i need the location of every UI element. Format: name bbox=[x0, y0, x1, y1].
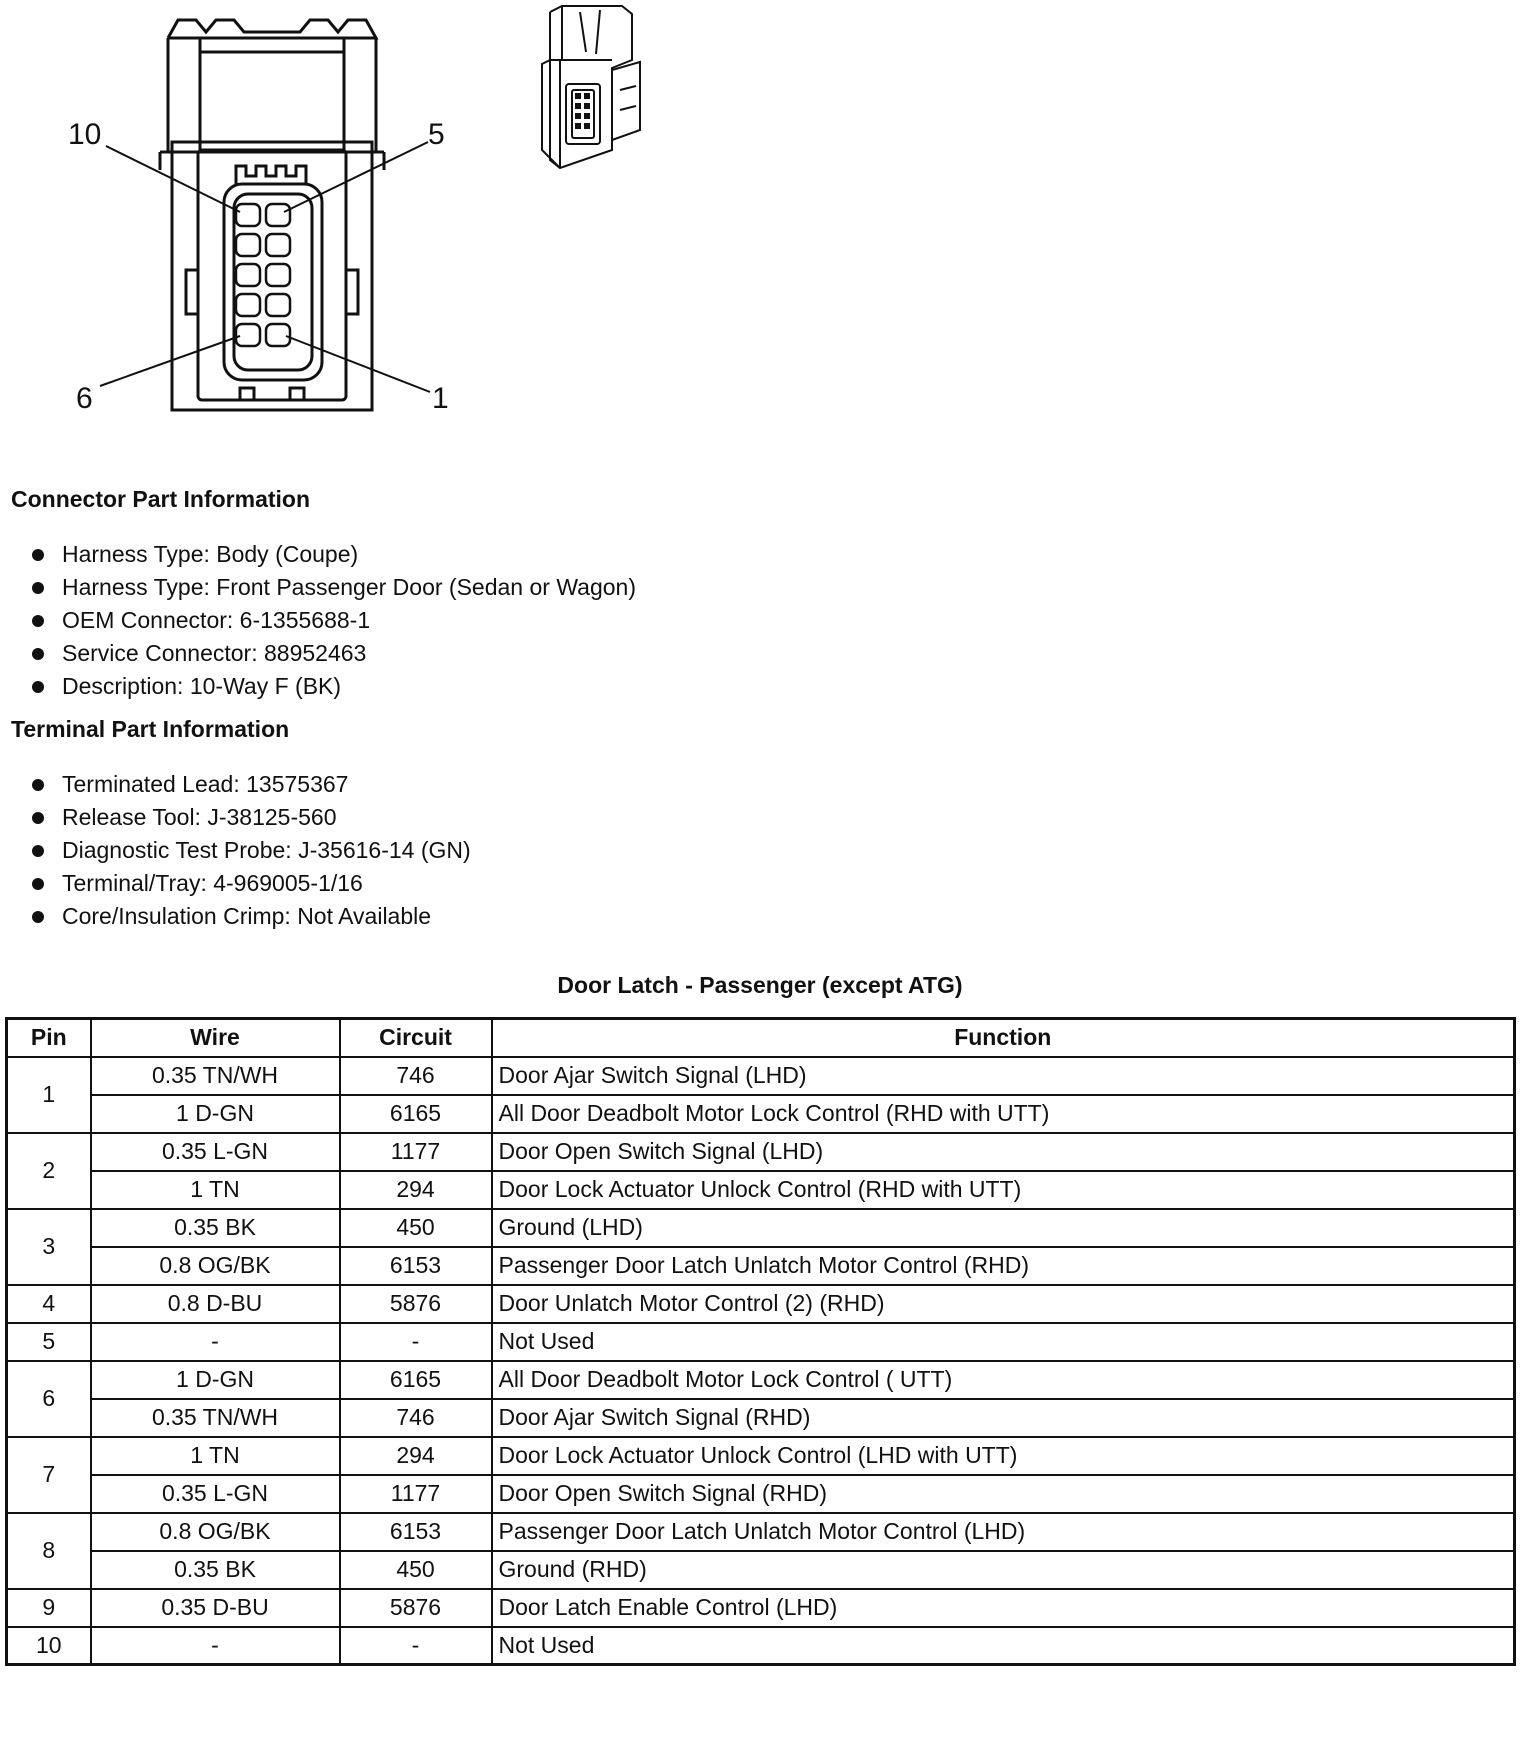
table-row bbox=[7, 1437, 1515, 1475]
bullet-icon bbox=[32, 681, 44, 693]
list-item-text: Terminated Lead: 13575367 bbox=[62, 771, 349, 797]
function-cell: Door Open Switch Signal (LHD) bbox=[492, 1133, 1515, 1171]
pin-label-5: 5 bbox=[428, 118, 445, 151]
list-item bbox=[32, 637, 636, 670]
wire-cell: - bbox=[91, 1627, 340, 1665]
pinout-table-body bbox=[7, 1057, 1515, 1665]
circuit-cell: 6165 bbox=[340, 1095, 492, 1133]
function-cell: Door Latch Enable Control (LHD) bbox=[492, 1589, 1515, 1627]
function-cell: Door Lock Actuator Unlock Control (RHD with UTT) bbox=[492, 1171, 1515, 1209]
function-cell: All Door Deadbolt Motor Lock Control (RHD with UTT) bbox=[492, 1095, 1515, 1133]
wire-cell: - bbox=[91, 1323, 340, 1361]
table-row bbox=[7, 1285, 1515, 1323]
wire-cell: 0.35 L-GN bbox=[91, 1133, 340, 1171]
pin-cell: 3 bbox=[7, 1209, 91, 1285]
wire-cell: 1 TN bbox=[91, 1437, 340, 1475]
wire-cell: 1 TN bbox=[91, 1171, 340, 1209]
connector-part-info-heading: Connector Part Information bbox=[11, 486, 311, 512]
column-header-function: Function bbox=[492, 1019, 1515, 1057]
function-cell: Door Ajar Switch Signal (RHD) bbox=[492, 1399, 1515, 1437]
bullet-icon bbox=[32, 549, 44, 561]
circuit-cell: 5876 bbox=[340, 1589, 492, 1627]
bullet-icon bbox=[32, 779, 44, 791]
wire-cell: 0.8 OG/BK bbox=[91, 1247, 340, 1285]
table-row bbox=[7, 1133, 1515, 1171]
circuit-cell: 294 bbox=[340, 1171, 492, 1209]
cavity-4 bbox=[266, 234, 290, 256]
pin-cell: 4 bbox=[7, 1285, 91, 1323]
pin-cell: 2 bbox=[7, 1133, 91, 1209]
pin-cell: 5 bbox=[7, 1323, 91, 1361]
list-item-text: Description: 10-Way F (BK) bbox=[62, 673, 342, 699]
list-item bbox=[32, 834, 471, 867]
table-row bbox=[7, 1323, 1515, 1361]
bullet-icon bbox=[32, 582, 44, 594]
list-item bbox=[32, 801, 471, 834]
terminal-part-info-heading: Terminal Part Information bbox=[11, 716, 290, 742]
wire-cell: 0.35 TN/WH bbox=[91, 1399, 340, 1437]
table-row bbox=[7, 1361, 1515, 1399]
list-item-text: Core/Insulation Crimp: Not Available bbox=[62, 903, 432, 929]
connector-isometric-illustration bbox=[542, 6, 640, 168]
list-item-text: Service Connector: 88952463 bbox=[62, 640, 367, 666]
list-item-text: Release Tool: J-38125-560 bbox=[62, 804, 337, 830]
function-cell: Door Unlatch Motor Control (2) (RHD) bbox=[492, 1285, 1515, 1323]
table-row bbox=[7, 1171, 1515, 1209]
list-item bbox=[32, 571, 636, 604]
pin-cell: 6 bbox=[7, 1361, 91, 1437]
function-cell: Door Ajar Switch Signal (LHD) bbox=[492, 1057, 1515, 1095]
table-header-row bbox=[7, 1019, 1515, 1057]
cavity-6 bbox=[236, 324, 260, 346]
wire-cell: 0.35 BK bbox=[91, 1209, 340, 1247]
latch-top-edge bbox=[168, 20, 376, 38]
table-row bbox=[7, 1399, 1515, 1437]
leader-line-6 bbox=[100, 336, 240, 386]
pin-cell: 9 bbox=[7, 1589, 91, 1627]
bullet-icon bbox=[32, 911, 44, 923]
column-header-pin: Pin bbox=[7, 1019, 91, 1057]
circuit-cell: 6165 bbox=[340, 1361, 492, 1399]
table-row bbox=[7, 1057, 1515, 1095]
list-item bbox=[32, 538, 636, 571]
pin-cell: 10 bbox=[7, 1627, 91, 1665]
table-row bbox=[7, 1475, 1515, 1513]
cavity-5 bbox=[266, 204, 290, 226]
cavity-7 bbox=[236, 294, 260, 316]
connector-part-info-list bbox=[32, 538, 636, 703]
bullet-icon bbox=[32, 878, 44, 890]
connector-face-diagram bbox=[0, 0, 700, 430]
bullet-icon bbox=[32, 812, 44, 824]
column-header-wire: Wire bbox=[91, 1019, 340, 1057]
list-item bbox=[32, 867, 471, 900]
circuit-cell: 1177 bbox=[340, 1475, 492, 1513]
cavity-10 bbox=[236, 204, 260, 226]
circuit-cell: 6153 bbox=[340, 1513, 492, 1551]
table-row bbox=[7, 1095, 1515, 1133]
table-title: Door Latch - Passenger (except ATG) bbox=[557, 972, 963, 998]
pinout-table bbox=[5, 1017, 1516, 1666]
bullet-icon bbox=[32, 845, 44, 857]
circuit-cell: 6153 bbox=[340, 1247, 492, 1285]
list-item bbox=[32, 900, 471, 933]
list-item-text: Terminal/Tray: 4-969005-1/16 bbox=[62, 870, 363, 896]
function-cell: Ground (LHD) bbox=[492, 1209, 1515, 1247]
list-item-text: Harness Type: Body (Coupe) bbox=[62, 541, 359, 567]
circuit-cell: - bbox=[340, 1323, 492, 1361]
circuit-cell: 746 bbox=[340, 1057, 492, 1095]
bullet-icon bbox=[32, 648, 44, 660]
cavity-2 bbox=[266, 294, 290, 316]
table-row bbox=[7, 1627, 1515, 1665]
table-row bbox=[7, 1551, 1515, 1589]
pin-label-6: 6 bbox=[76, 382, 93, 415]
circuit-cell: 5876 bbox=[340, 1285, 492, 1323]
table-row bbox=[7, 1513, 1515, 1551]
list-item bbox=[32, 670, 636, 703]
function-cell: Not Used bbox=[492, 1627, 1515, 1665]
function-cell: Not Used bbox=[492, 1323, 1515, 1361]
wire-cell: 1 D-GN bbox=[91, 1095, 340, 1133]
circuit-cell: 294 bbox=[340, 1437, 492, 1475]
cavity-1 bbox=[266, 324, 290, 346]
function-cell: Passenger Door Latch Unlatch Motor Control (RHD) bbox=[492, 1247, 1515, 1285]
wire-cell: 1 D-GN bbox=[91, 1361, 340, 1399]
pin-label-1: 1 bbox=[432, 382, 449, 415]
pin-cell: 1 bbox=[7, 1057, 91, 1133]
circuit-cell: 450 bbox=[340, 1209, 492, 1247]
terminal-part-info-list bbox=[32, 768, 471, 933]
pin-label-10: 10 bbox=[68, 118, 102, 151]
pin-cell: 8 bbox=[7, 1513, 91, 1589]
table-row bbox=[7, 1209, 1515, 1247]
wire-cell: 0.8 OG/BK bbox=[91, 1513, 340, 1551]
function-cell: Passenger Door Latch Unlatch Motor Control (LHD) bbox=[492, 1513, 1515, 1551]
wire-cell: 0.35 D-BU bbox=[91, 1589, 340, 1627]
list-item bbox=[32, 768, 471, 801]
table-row bbox=[7, 1247, 1515, 1285]
column-header-circuit: Circuit bbox=[340, 1019, 492, 1057]
circuit-cell: 746 bbox=[340, 1399, 492, 1437]
list-item-text: OEM Connector: 6-1355688-1 bbox=[62, 607, 371, 633]
circuit-cell: - bbox=[340, 1627, 492, 1665]
pin-cell: 7 bbox=[7, 1437, 91, 1513]
circuit-cell: 450 bbox=[340, 1551, 492, 1589]
wire-cell: 0.8 D-BU bbox=[91, 1285, 340, 1323]
leader-line-1 bbox=[286, 336, 430, 392]
function-cell: Door Open Switch Signal (RHD) bbox=[492, 1475, 1515, 1513]
function-cell: All Door Deadbolt Motor Lock Control ( UTT) bbox=[492, 1361, 1515, 1399]
wire-cell: 0.35 L-GN bbox=[91, 1475, 340, 1513]
function-cell: Ground (RHD) bbox=[492, 1551, 1515, 1589]
cavity-8 bbox=[236, 264, 260, 286]
table-row bbox=[7, 1589, 1515, 1627]
list-item-text: Diagnostic Test Probe: J-35616-14 (GN) bbox=[62, 837, 471, 863]
list-item bbox=[32, 604, 636, 637]
circuit-cell: 1177 bbox=[340, 1133, 492, 1171]
cavity-3 bbox=[266, 264, 290, 286]
list-item-text: Harness Type: Front Passenger Door (Sedan or Wagon) bbox=[62, 574, 637, 600]
cavity-9 bbox=[236, 234, 260, 256]
bullet-icon bbox=[32, 615, 44, 627]
wire-cell: 0.35 TN/WH bbox=[91, 1057, 340, 1095]
wire-cell: 0.35 BK bbox=[91, 1551, 340, 1589]
function-cell: Door Lock Actuator Unlock Control (LHD with UTT) bbox=[492, 1437, 1515, 1475]
